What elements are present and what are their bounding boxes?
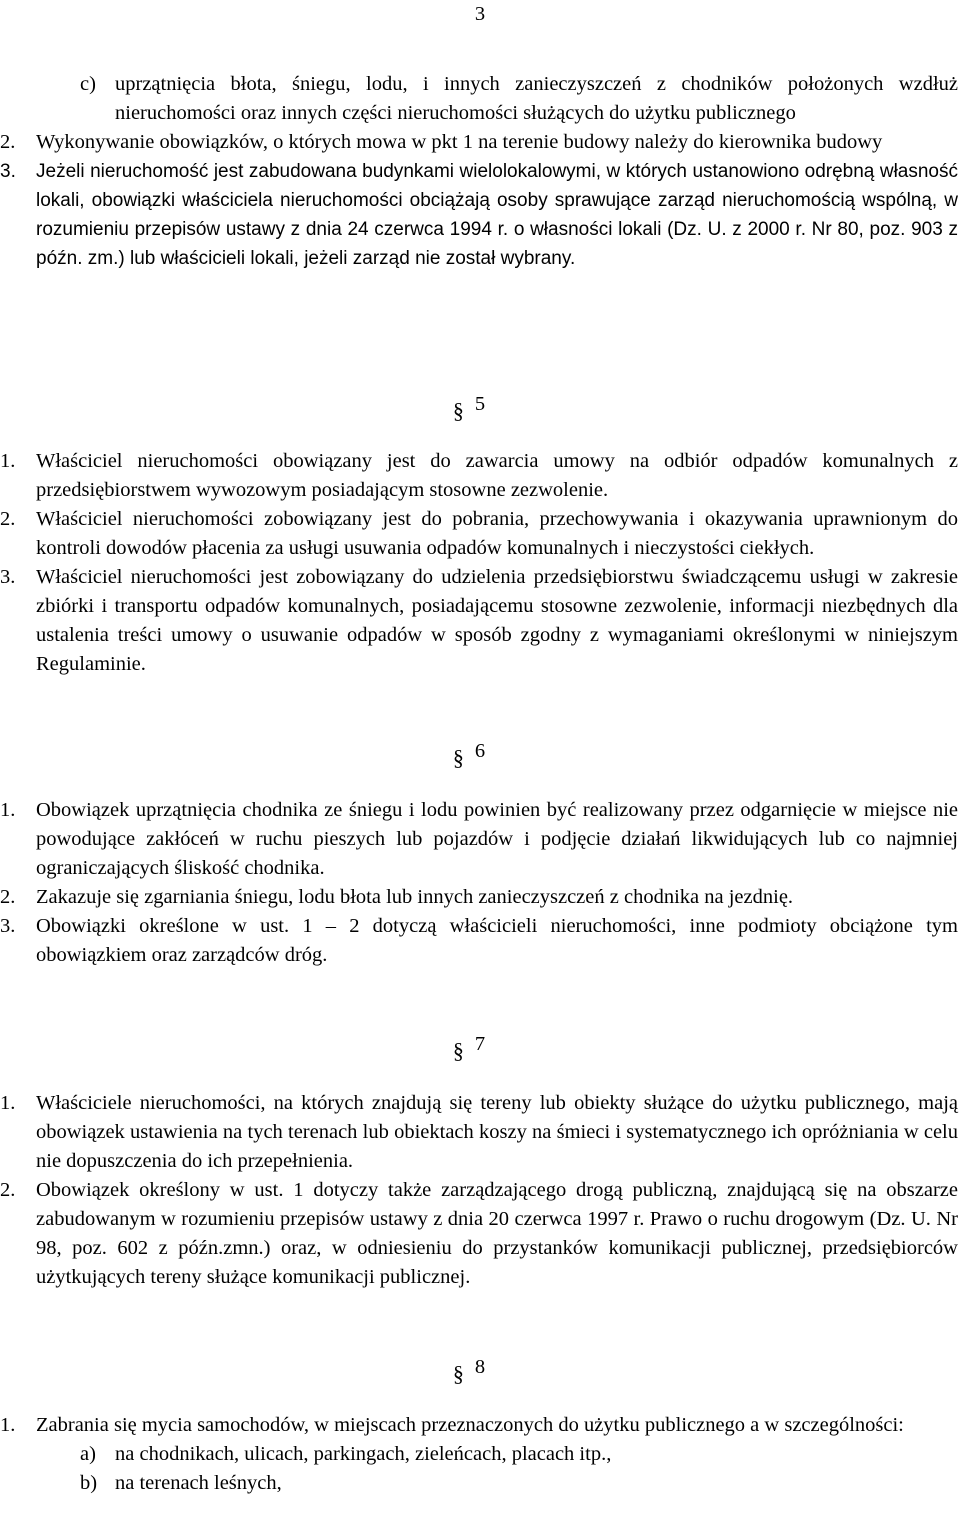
list-item-number: 1. [0, 1414, 16, 1436]
list-item-number: 2. [0, 1179, 16, 1201]
list-item [0, 1411, 958, 1440]
section-sign: § [452, 1038, 464, 1063]
list-item-number: c) [80, 73, 96, 95]
list-item [0, 1176, 958, 1292]
list-item-text: na terenach leśnych, [115, 1472, 282, 1494]
section-sign: § [452, 1361, 464, 1386]
list-item-number: 2. [0, 886, 16, 908]
section-heading-5 [0, 390, 960, 430]
list-item [0, 563, 958, 679]
list-item-number: 3. [0, 566, 16, 588]
list-item-number: 1. [0, 450, 16, 472]
list-item-c [0, 70, 958, 128]
list-item-text: Właściciele nieruchomości, na których znajdują się tereny lub obiekty służące do użytku publicznego, mają obowiązek ustawienia na tych terenach lub obiektach koszy na śmieci i systematycznego ich opróżniania w celu nie dopuszczenia do ich przepełnienia. [36, 1092, 958, 1172]
list-item-text: Obowiązek uprzątnięcia chodnika ze śniegu i lodu powinien być realizowany przez odgarnięcie w miejsce nie powodujące zakłóceń w ruchu pieszych lub pojazdów i podjęcie działań likwidujących lub co najmniej ograniczających śliskość chodnika. [36, 799, 958, 879]
list-item-text: Właściciel nieruchomości jest zobowiązany do udzielenia przedsiębiorstwu świadczącemu usługi w zakresie zbiórki i transportu odpadów komunalnych, posiadającemu stosowne zezwolenie, informacji niezbędnych dla ustalenia treści umowy o usuwanie odpadów w sposób zgodny z wymaganiami określonymi w niniejszym Regulaminie. [36, 566, 958, 675]
list-item-text: Jeżeli nieruchomość jest zabudowana budynkami wielolokalowymi, w których ustanowiono odrębną własność lokali, obowiązki właściciela nieruchomości obciążają osoby sprawujące zarząd nieruchomością wspólną, w rozumieniu przepisów ustawy z dnia 24 czerwca 1994 r. o własności lokali (Dz. U. z 2000 r. Nr 80, poz. 903 z późn. zm.) lub właścicieli lokali, jeżeli zarząd nie został wybrany. [36, 161, 958, 269]
page-number: 3 [474, 3, 486, 25]
list-item-text: Właściciel nieruchomości zobowiązany jest do pobrania, przechowywania i okazywania uprawnionym do kontroli dowodów płacenia za usługi usuwania odpadów komunalnych i nieczystości ciekłych. [36, 508, 958, 559]
list-item-2 [0, 128, 958, 157]
list-item-text: Zabrania się mycia samochodów, w miejscach przeznaczonych do użytku publicznego a w szczególności: [36, 1414, 904, 1436]
list-sub-item [0, 1440, 958, 1469]
section-heading-8 [0, 1353, 960, 1393]
list-item [0, 1089, 958, 1176]
section-8-body [0, 1411, 958, 1498]
list-item-number: 1. [0, 1092, 16, 1114]
list-sub-item [0, 1469, 958, 1498]
list-item-text: Zakazuje się zgarniania śniegu, lodu błota lub innych zanieczyszczeń z chodnika na jezdnię. [36, 886, 794, 908]
list-item-text: uprzątnięcia błota, śniegu, lodu, i innych zanieczyszczeń z chodników położonych wzdłuż nieruchomości oraz innych części nieruchomości służących do użytku publicznego [115, 73, 958, 124]
list-item [0, 447, 958, 505]
list-item-text: Obowiązek określony w ust. 1 dotyczy także zarządzającego drogą publiczną, znajdującą się na obszarze zabudowanym w rozumieniu przepisów ustawy z dnia 20 czerwca 1997 r. Prawo o ruchu drogowym (Dz. U. Nr 98, poz. 602 z późn.zmn.) oraz, w odniesieniu do przystanków komunikacji publicznej, przedsiębiorców użytkujących tereny służące komunikacji publicznej. [36, 1179, 958, 1288]
section-sign: § [452, 745, 464, 770]
list-item-3 [0, 157, 958, 273]
list-item [0, 796, 958, 883]
top-block [0, 70, 958, 273]
list-item [0, 505, 958, 563]
list-item-number: 2. [0, 508, 16, 530]
section-6-body [0, 796, 958, 970]
list-item-number: 2. [0, 131, 16, 153]
list-item-number: 3. [0, 161, 16, 182]
list-item-text: Wykonywanie obowiązków, o których mowa w pkt 1 na terenie budowy należy do kierownika budowy [36, 131, 883, 153]
list-item [0, 883, 958, 912]
list-item-text: Właściciel nieruchomości obowiązany jest do zawarcia umowy na odbiór odpadów komunalnych z przedsiębiorstwem wywozowym posiadającym stosowne zezwolenie. [36, 450, 958, 501]
list-item-number: 1. [0, 799, 16, 821]
section-number: 7 [474, 1033, 486, 1055]
list-item-number: 3. [0, 915, 16, 937]
section-number: 5 [474, 393, 486, 415]
section-7-body [0, 1089, 958, 1292]
list-item-number: b) [80, 1472, 98, 1494]
section-heading-6 [0, 737, 960, 777]
list-item-number: a) [80, 1443, 96, 1465]
section-sign: § [452, 398, 464, 423]
list-item-text: Obowiązki określone w ust. 1 – 2 dotyczą właścicieli nieruchomości, inne podmioty obciążone tym obowiązkiem oraz zarządców dróg. [36, 915, 958, 966]
section-heading-7 [0, 1030, 960, 1070]
list-item [0, 912, 958, 970]
list-item-text: na chodnikach, ulicach, parkingach, zieleńcach, placach itp., [115, 1443, 612, 1465]
section-5-body [0, 447, 958, 679]
section-number: 6 [474, 740, 486, 762]
section-number: 8 [474, 1356, 486, 1378]
